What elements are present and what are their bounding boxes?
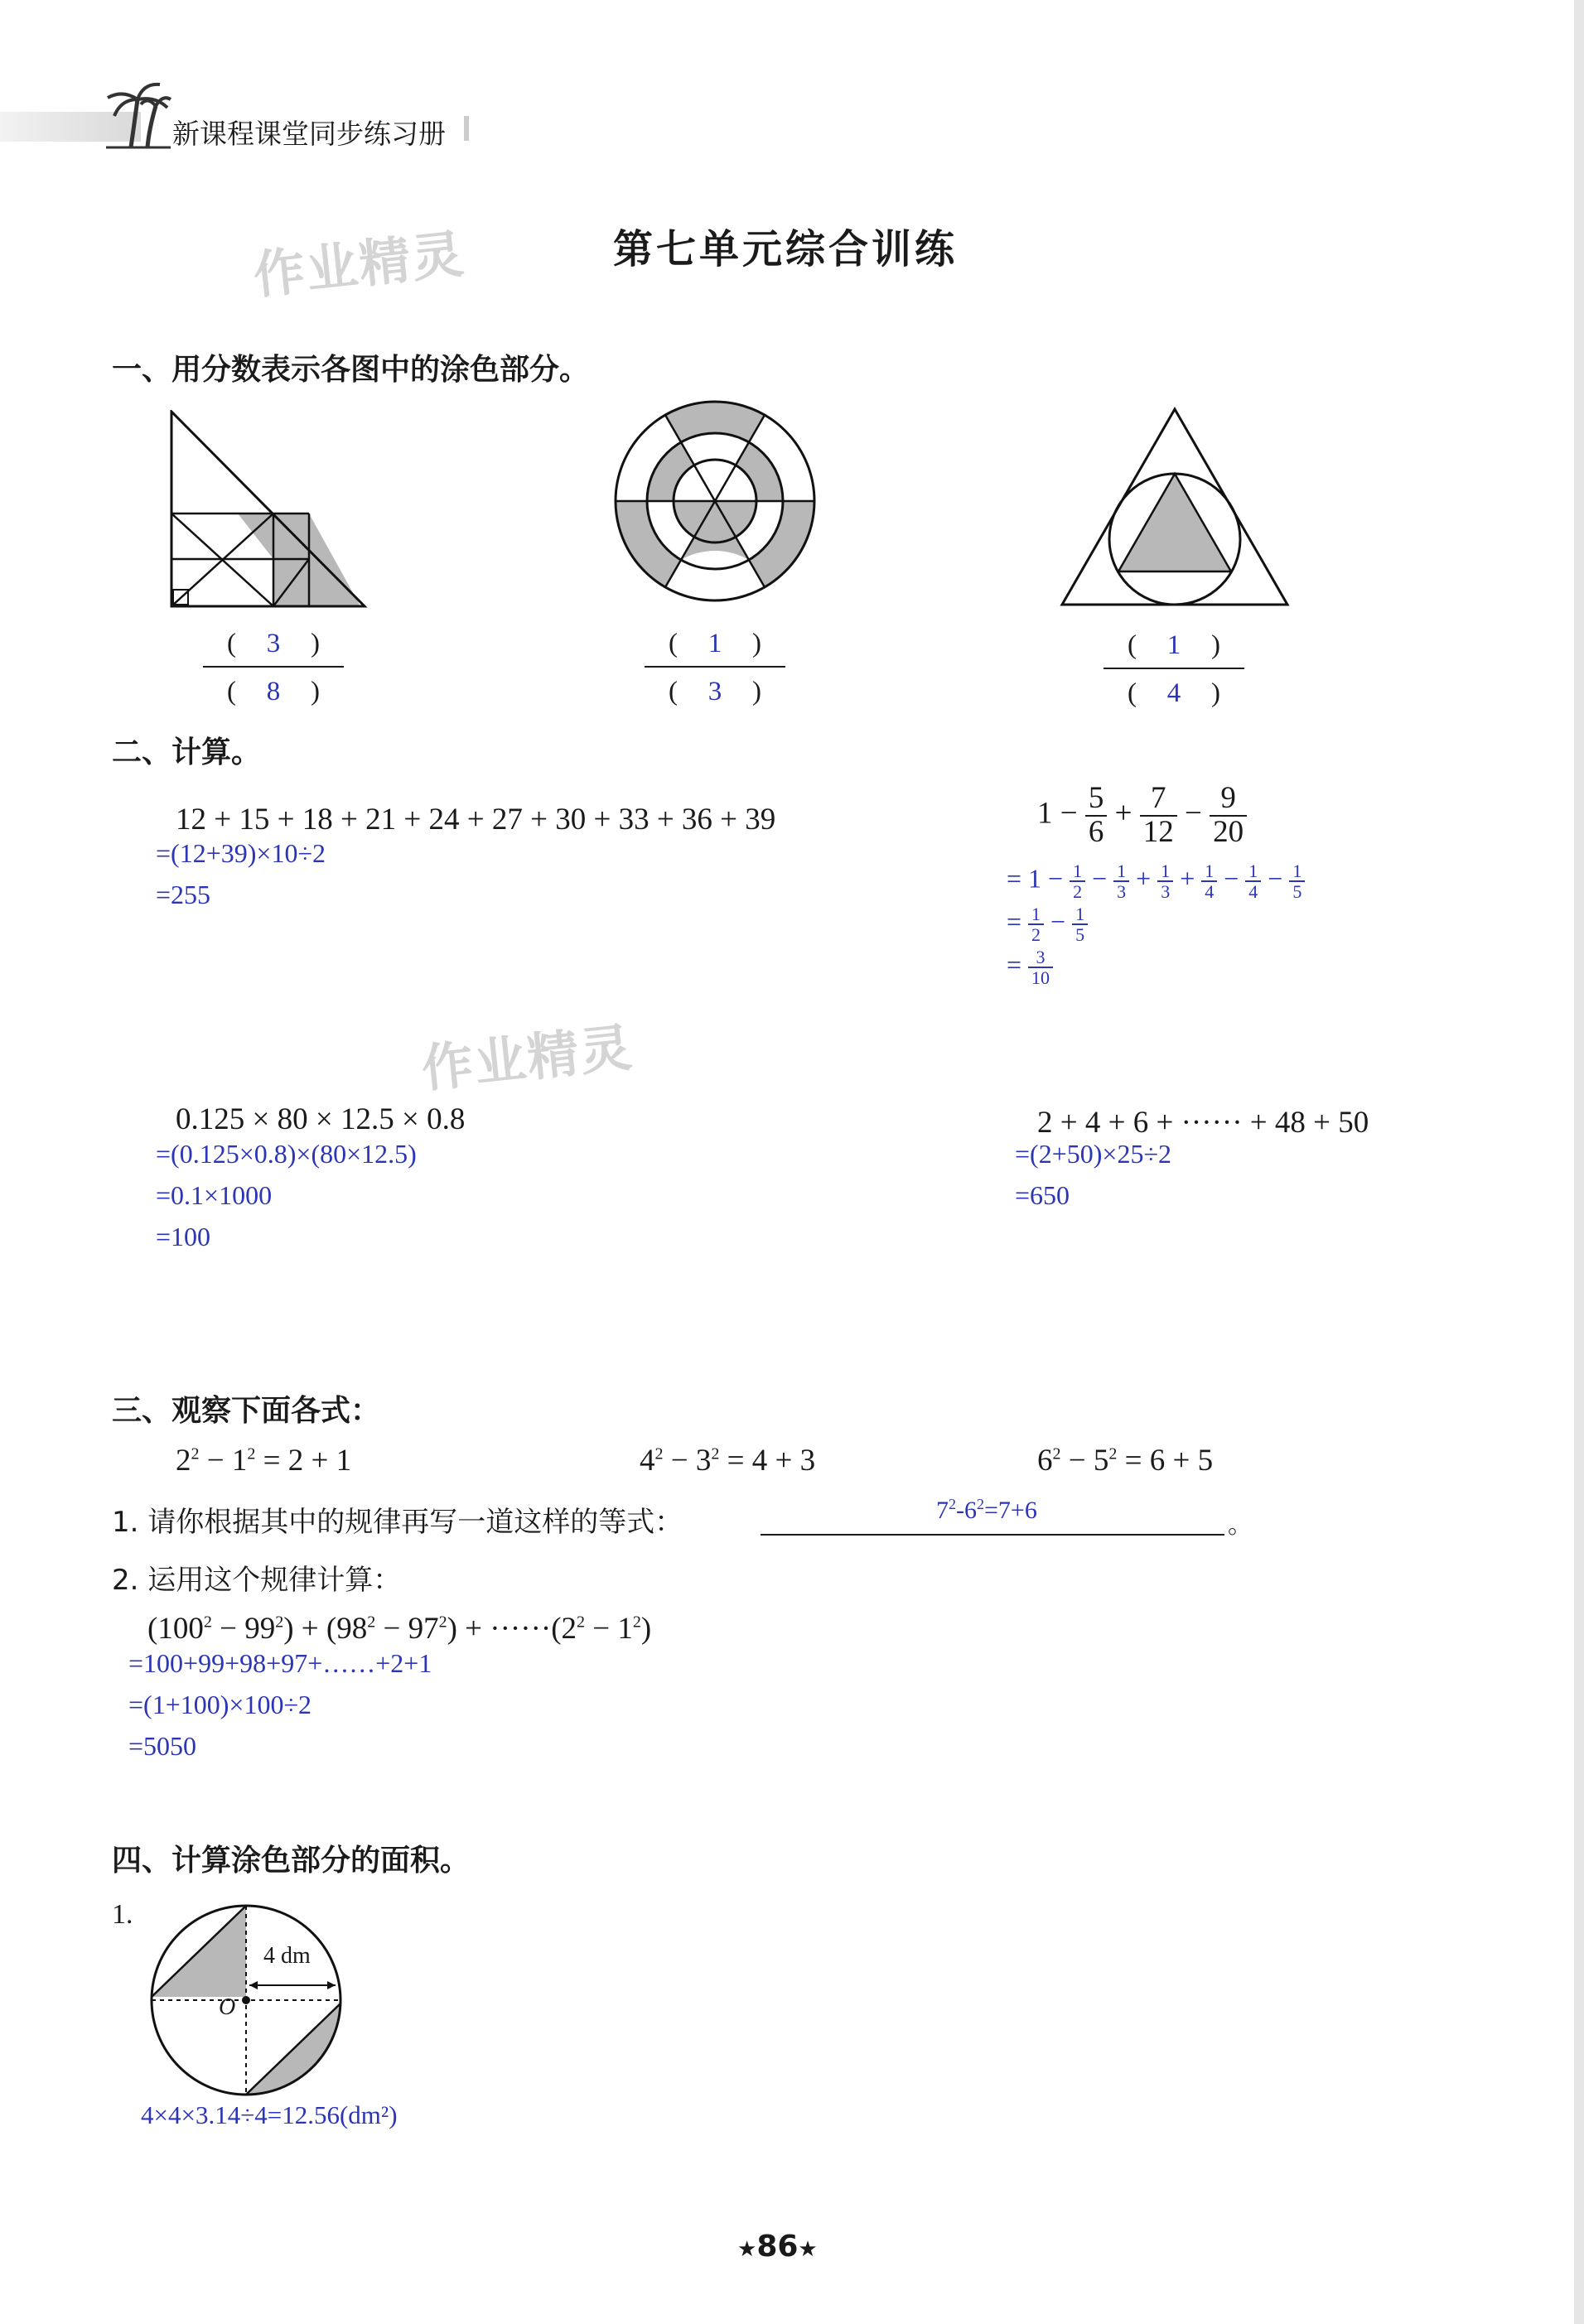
question-1-prompt: 1. 请你根据其中的规律再写一道这样的等式： [112,1506,683,1539]
shaded-circle-figure [142,1897,350,2104]
section-4-heading: 四、计算涂色部分的面积。 [112,1844,471,1878]
problem-sum-expression: 12 + 15 + 18 + 21 + 24 + 27 + 30 + 33 + 36 + 39 [176,803,776,837]
page-title: 第七单元综合训练 [613,226,959,272]
problem-fraction-expression: 1 − $\frac{5}{6}$ + $\frac{7}{12}$ − $\frac{9}{20}$ [1037,783,1247,849]
triangle-figure [170,410,377,609]
period: 。 [1228,1511,1253,1540]
problem-even-sum-expression: 2 + 4 + 6 + ······ + 48 + 50 [1037,1106,1369,1140]
fraction-answer-1: ( 3 ) ( 8 ) [203,620,344,714]
circle-figure [611,398,819,605]
center-label: O [219,1994,236,2020]
problem-even-sum-step: =(2+50)×25÷2 [1015,1139,1172,1169]
section-3-heading: 三、观察下面各式： [112,1394,381,1428]
pattern-equation-2: $4^2 - 3^2 = 4 + 3$ [640,1444,816,1478]
question-2-step: =5050 [128,1731,197,1761]
question-2-step: =100+99+98+97+……+2+1 [128,1648,432,1678]
section-2-heading: 二、计算。 [112,735,262,769]
problem-fraction-step-3: = $\frac{3}{10}$ [1007,947,1053,987]
problem-sum-step: =(12+39)×10÷2 [156,838,326,868]
star-icon: ★ [798,2237,818,2262]
area-answer: 4×4×3.14÷4=12.56(dm²) [141,2100,398,2129]
problem-product-step: =(0.125×0.8)×(80×12.5) [156,1139,417,1169]
problem-sum-step: =255 [156,880,211,909]
problem-product-step: =100 [156,1222,211,1251]
problem-even-sum-step: =650 [1015,1180,1070,1210]
section-1-heading: 一、用分数表示各图中的涂色部分。 [112,353,590,387]
question-2-step: =(1+100)×100÷2 [128,1690,312,1719]
question-1-answer: $7^2-6^2=7+6$ [936,1496,1037,1524]
header-separator [464,116,469,141]
problem-product-step: =0.1×1000 [156,1180,273,1210]
problem-fraction-step-2: = $\frac{1}{2}$ − $\frac{1}{5}$ [1007,904,1088,944]
page-edge [1574,0,1584,2324]
pattern-equation-3: $6^2 - 5^2 = 6 + 5$ [1037,1444,1214,1478]
fraction-answer-2: ( 1 ) ( 3 ) [645,620,785,714]
pattern-equation-1: $2^2 - 1^2 = 2 + 1$ [176,1444,352,1478]
problem-product-expression: 0.125 × 80 × 12.5 × 0.8 [176,1102,466,1136]
book-title: 新课程课堂同步练习册 [172,118,446,150]
radius-label: 4 dm [263,1943,311,1969]
fraction-answer-3: ( 1 ) ( 4 ) [1103,621,1244,716]
star-icon: ★ [737,2237,757,2262]
problem-fraction-step-1: = 1 − $\frac{1}{2}$ − $\frac{1}{3}$ + $\frac{1}{3}$ + $\frac{1}{4}$ − $\frac{1}{4}$ − $\frac{1}{5}$ [1007,861,1305,901]
watermark: 作业精灵 [418,1016,636,1100]
page-number: ★86★ [737,2230,818,2264]
question-2-prompt: 2. 运用这个规律计算： [112,1564,402,1597]
palm-tree-icon [98,75,172,149]
triangle-circle-figure [1059,406,1291,609]
item-number: 1. [112,1899,133,1930]
question-2-expression: $(100^2 - 99^2) + (98^2 - 97^2) + \cdot\cdot\cdot\cdot\cdot\cdot(2^2 - 1^2)$ [147,1612,652,1646]
watermark: 作业精灵 [250,223,468,306]
